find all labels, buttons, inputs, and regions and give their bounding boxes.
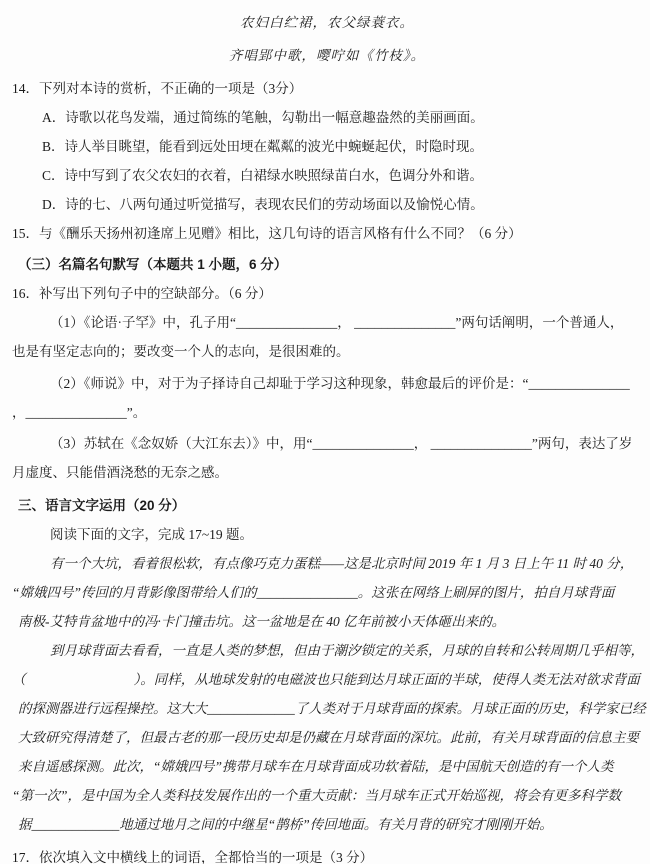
question-14-option-b: B．诗人举目眺望，能看到远处田埂在粼粼的波光中蜿蜒起伏，时隐时现。 bbox=[42, 139, 484, 154]
question-15-stem: 15．与《酬乐天扬州初逢席上见赠》相比，这几句诗的语言风格有什么不同？（6 分） bbox=[12, 226, 522, 241]
passage-p1-line3: 南极-艾特肯盆地中的冯·卡门撞击坑。这一盆地是在 40 亿年前被小天体砸出来的。 bbox=[18, 614, 506, 629]
question-14-option-c: C．诗中写到了农父农妇的衣着，白裙绿水映照绿苗白水，色调分外和谐。 bbox=[42, 168, 484, 183]
passage-p2-line3: 的探测器进行远程操控。这大大_____________了人类对于月球背面的探索。月球正面的历史，科学家已经 bbox=[18, 701, 646, 716]
passage-p2-line6: “第一次”，是中国为全人类科技发展作出的一个重大贡献：当月球车正式开始巡视，将会有更多科学数 bbox=[12, 788, 622, 803]
question-17-stem: 17．依次填入文中横线上的词语，全都恰当的一项是（3 分） bbox=[12, 850, 374, 864]
part-heading-language-use: 三、语言文字运用（20 分） bbox=[18, 498, 186, 513]
passage-p2-line7: 据_____________地通过地月之间的中继星“鹊桥”传回地面。有关月背的研究才刚刚开始。 bbox=[18, 817, 553, 832]
question-16-item2-line1: （2）《师说》中，对于为子择诗自己却耻于学习这种现象，韩愈最后的评价是：“_______________ bbox=[50, 376, 630, 391]
passage-intro: 阅读下面的文字，完成 17~19 题。 bbox=[50, 527, 254, 542]
passage-p2-line5: 来自遥感探测。此次，“嫦娥四号”携带月球车在月球背面成功软着陆，是中国航天创造的有一个人类 bbox=[18, 759, 614, 774]
section-heading-famous-lines: （三）名篇名句默写（本题共 1 小题，6 分） bbox=[18, 257, 288, 272]
question-16-item3-line2: 月虚度、只能借酒浇愁的无奈之感。 bbox=[12, 465, 228, 480]
question-14-stem: 14．下列对本诗的赏析，不正确的一项是（3分） bbox=[12, 81, 303, 96]
passage-p1-line2: “嫦娥四号”传回的月背影像图带给人们的_______________。这张在网络上刷屏的图片，拍自月球背面 bbox=[12, 585, 615, 600]
question-16-item1-line1: （1）《论语·子罕》中，孔子用“_______________， _______________”两句话阐明，一个普通人， bbox=[50, 315, 624, 330]
passage-p2-line1: 到月球背面去看看，一直是人类的梦想，但由于潮汐锁定的关系，月球的自转和公转周期几乎相等， bbox=[50, 643, 644, 658]
poem-line-2: 齐唱郢中歌，嘤咛如《竹枝》。 bbox=[228, 48, 426, 63]
passage-p1-line1: 有一个大坑，看着很松软，有点像巧克力蛋糕——这是北京时间 2019 年 1 月 3 日上午 11 时 40 分， bbox=[50, 556, 634, 571]
poem-line-1: 农妇白纻裙，农父绿蓑衣。 bbox=[240, 15, 414, 30]
question-16-stem: 16．补写出下列句子中的空缺部分。（6 分） bbox=[12, 286, 272, 301]
question-14-option-d: D．诗的七、八两句通过听觉描写，表现农民们的劳动场面以及愉悦心情。 bbox=[42, 197, 484, 212]
question-14-option-a: A．诗歌以花鸟发端，通过简练的笔触，勾勒出一幅意趣盎然的美丽画面。 bbox=[42, 110, 484, 125]
question-16-item1-line2: 也是有坚定志向的；要改变一个人的志向，是很困难的。 bbox=[12, 344, 350, 359]
passage-p2-line4: 大致研究得清楚了，但最古老的那一段历史却是仍藏在月球背面的深坑。此前，有关月球背面的信息主要 bbox=[18, 730, 639, 745]
question-16-item2-line2: ，_______________”。 bbox=[12, 405, 147, 420]
question-16-item3-line1: （3）苏轼在《念奴娇（大江东去）》中，用“_______________， _______________”两句，表达了岁 bbox=[50, 436, 633, 451]
passage-p2-line2: （ ）。同样，从地球发射的电磁波也只能到达月球正面的半球，使得人类无法对欲求背面 bbox=[12, 672, 640, 687]
